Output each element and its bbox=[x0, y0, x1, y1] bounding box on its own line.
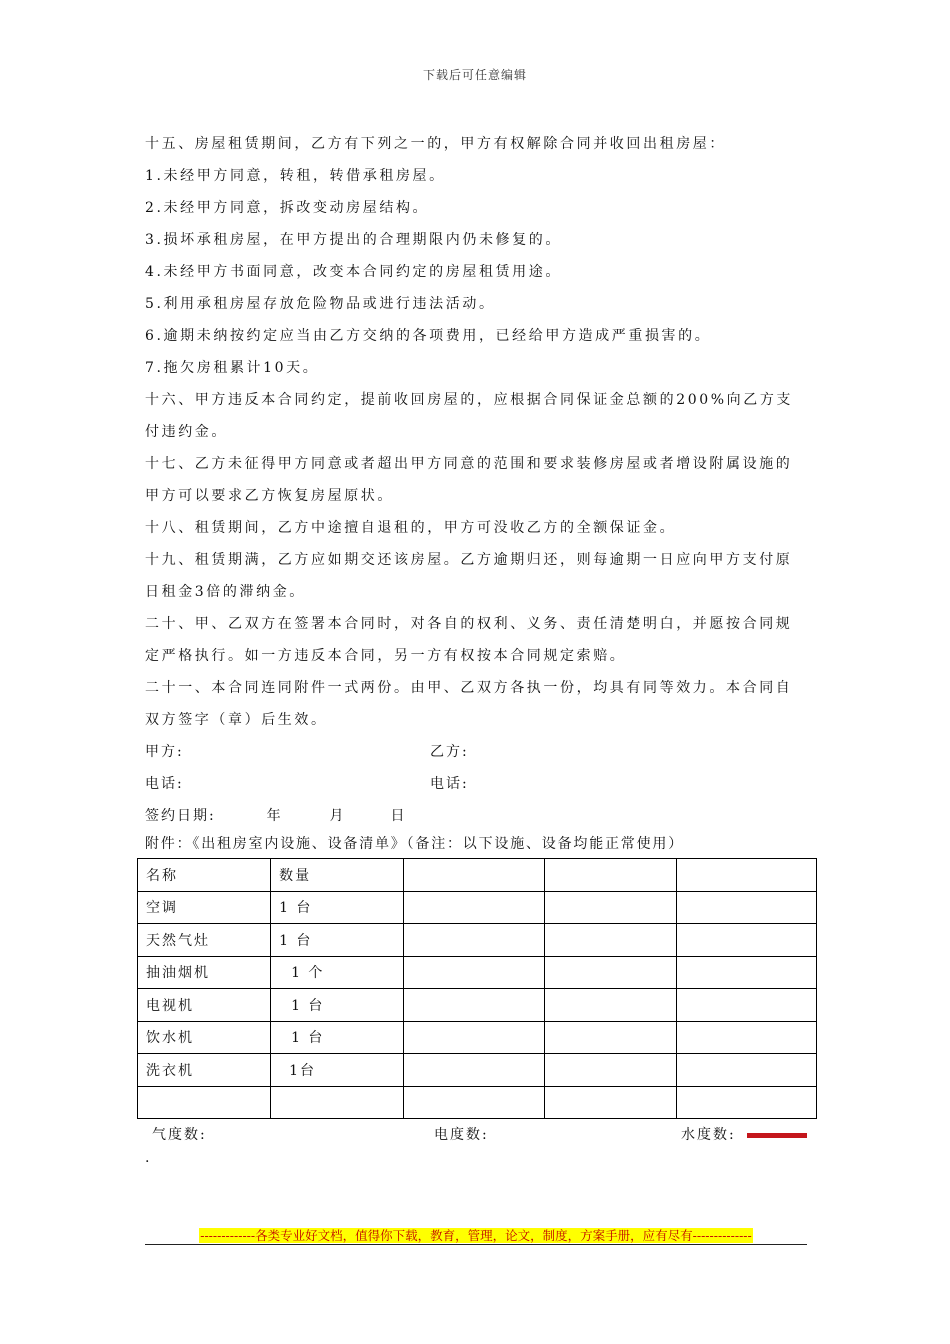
clause-15-item-1: 1.未经甲方同意，转租，转借承租房屋。 bbox=[145, 168, 446, 184]
clause-15-item-5: 5.利用承租房屋存放危险物品或进行违法活动。 bbox=[145, 296, 496, 312]
empty-cell bbox=[677, 956, 817, 989]
party-b-label: 乙方: bbox=[430, 744, 469, 760]
phone-b-label: 电话: bbox=[430, 776, 469, 792]
empty-cell bbox=[677, 1086, 817, 1119]
empty-cell bbox=[404, 891, 545, 924]
empty-cell bbox=[404, 1054, 545, 1087]
party-a-label: 甲方: bbox=[145, 744, 184, 760]
header-cell-empty bbox=[545, 859, 677, 892]
empty-cell bbox=[404, 989, 545, 1022]
clause-15-item-4: 4.未经甲方书面同意，改变本合同约定的房屋租赁用途。 bbox=[145, 264, 562, 280]
phone-row bbox=[145, 768, 808, 800]
header-cell-empty bbox=[677, 859, 817, 892]
item-quantity: 1 台 bbox=[271, 1021, 404, 1054]
empty-cell bbox=[677, 1021, 817, 1054]
empty-cell bbox=[545, 1054, 677, 1087]
empty-cell bbox=[545, 891, 677, 924]
electric-reading-label: 电度数: bbox=[434, 1127, 489, 1143]
empty-cell bbox=[545, 1021, 677, 1054]
item-name: 电视机 bbox=[138, 989, 271, 1022]
empty-cell bbox=[404, 924, 545, 957]
stray-dot: . bbox=[145, 1150, 150, 1166]
header-cell-empty bbox=[404, 859, 545, 892]
clause-18: 十八、租赁期间，乙方中途擅自退租的，甲方可没收乙方的全额保证金。 bbox=[145, 520, 677, 536]
item-quantity: 1台 bbox=[271, 1054, 404, 1087]
footer-text: -------------各类专业好文档，值得你下载，教育，管理，论文，制度，方案手册，应有尽有-------------- bbox=[200, 1228, 752, 1243]
year-label: 年 bbox=[266, 808, 283, 824]
header-cell-name: 名称 bbox=[138, 859, 271, 892]
item-name: 天然气灶 bbox=[138, 924, 271, 957]
empty-cell bbox=[404, 1021, 545, 1054]
day-label: 日 bbox=[390, 808, 407, 824]
meter-readings bbox=[0, 1124, 950, 1144]
red-mark-line bbox=[747, 1133, 807, 1138]
item-name: 抽油烟机 bbox=[138, 956, 271, 989]
clause-15-item-2: 2.未经甲方同意，拆改变动房屋结构。 bbox=[145, 200, 430, 216]
clause-16: 十六、甲方违反本合同约定，提前收回房屋的，应根据合同保证金总额的200%向乙方支付违约金。 bbox=[145, 392, 794, 440]
sign-date-label: 签约日期: bbox=[145, 808, 216, 824]
table-row bbox=[138, 1054, 817, 1087]
gas-reading-label: 气度数: bbox=[152, 1127, 207, 1143]
clause-15-item-6: 6.逾期未纳按约定应当由乙方交纳的各项费用，已经给甲方造成严重损害的。 bbox=[145, 328, 712, 344]
table-row bbox=[138, 1086, 817, 1119]
header-cell-quantity: 数量 bbox=[271, 859, 404, 892]
table-row bbox=[138, 956, 817, 989]
empty-cell bbox=[545, 989, 677, 1022]
item-quantity: 1 个 bbox=[271, 956, 404, 989]
table-row bbox=[138, 1021, 817, 1054]
empty-cell bbox=[404, 956, 545, 989]
item-quantity: 1 台 bbox=[271, 891, 404, 924]
clause-20: 二十、甲、乙双方在签署本合同时，对各自的权利、义务、责任清楚明白，并愿按合同规定严格执行。如一方违反本合同，另一方有权按本合同规定索赔。 bbox=[145, 616, 793, 664]
table-row bbox=[138, 989, 817, 1022]
item-quantity bbox=[271, 1086, 404, 1119]
clause-15: 十五、房屋租赁期间，乙方有下列之一的，甲方有权解除合同并收回出租房屋： bbox=[145, 136, 726, 152]
table-header-row bbox=[138, 859, 817, 892]
item-name bbox=[138, 1086, 271, 1119]
clause-19: 十九、租赁期满，乙方应如期交还该房屋。乙方逾期归还，则每逾期一日应向甲方支付原日租金3倍的滞纳金。 bbox=[145, 552, 793, 600]
water-reading-label: 水度数: bbox=[681, 1127, 736, 1143]
table-row bbox=[138, 924, 817, 957]
empty-cell bbox=[677, 989, 817, 1022]
empty-cell bbox=[677, 924, 817, 957]
footer-banner bbox=[145, 1226, 807, 1244]
item-name: 洗衣机 bbox=[138, 1054, 271, 1087]
footer-divider bbox=[145, 1244, 807, 1245]
clause-15-item-3: 3.损坏承租房屋，在甲方提出的合理期限内仍未修复的。 bbox=[145, 232, 562, 248]
phone-a-label: 电话: bbox=[145, 776, 184, 792]
sign-date-row bbox=[145, 800, 808, 832]
page-header: 下载后可任意编辑 bbox=[422, 68, 527, 82]
empty-cell bbox=[545, 924, 677, 957]
table-row bbox=[138, 891, 817, 924]
empty-cell bbox=[677, 891, 817, 924]
attachment-title: 附件：《出租房室内设施、设备清单》（备注：以下设施、设备均能正常使用） bbox=[145, 836, 684, 852]
contract-body bbox=[145, 128, 808, 856]
empty-cell bbox=[677, 1054, 817, 1087]
item-quantity: 1 台 bbox=[271, 924, 404, 957]
empty-cell bbox=[404, 1086, 545, 1119]
equipment-table bbox=[137, 858, 817, 1119]
clause-17: 十七、乙方未征得甲方同意或者超出甲方同意的范围和要求装修房屋或者增设附属设施的甲方可以要求乙方恢复房屋原状。 bbox=[145, 456, 793, 504]
clause-21: 二十一、本合同连同附件一式两份。由甲、乙双方各执一份，均具有同等效力。本合同自双方签字（章）后生效。 bbox=[145, 680, 793, 728]
empty-cell bbox=[545, 956, 677, 989]
clause-15-item-7: 7.拖欠房租累计10天。 bbox=[145, 360, 320, 376]
empty-cell bbox=[545, 1086, 677, 1119]
month-label: 月 bbox=[329, 808, 346, 824]
signature-row bbox=[145, 736, 808, 768]
item-name: 饮水机 bbox=[138, 1021, 271, 1054]
item-quantity: 1 台 bbox=[271, 989, 404, 1022]
item-name: 空调 bbox=[138, 891, 271, 924]
